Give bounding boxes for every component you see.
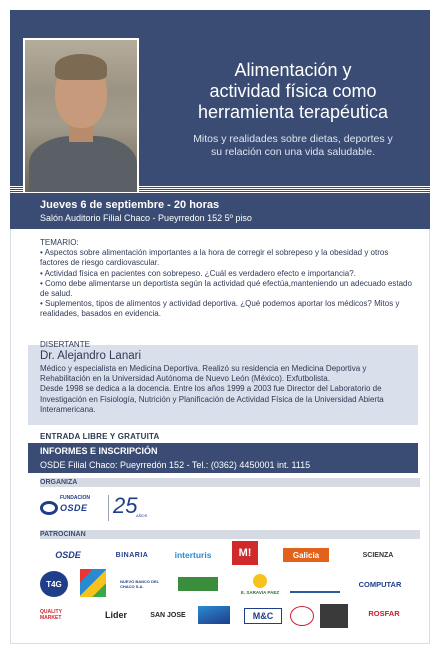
event-venue: Salón Auditorio Filial Chaco - Pueyrredon 152 5º piso: [40, 213, 252, 223]
logo-divider: [108, 495, 109, 521]
speaker-bio-paragraph: Médico y especialista en Medicina Deportiva. Realizó su residencia en Medicina Deportiva y Rehabilitación en la Universidad Autónoma de Nuevo León (México). Exfutbolista.: [40, 364, 367, 384]
sponsor-label: QUALITY MARKET: [40, 609, 62, 621]
sponsor-label: M&C: [252, 611, 274, 621]
sponsor-round-logo: [290, 606, 314, 626]
speaker-bio: [40, 364, 412, 415]
osde-logo: [40, 495, 100, 517]
sponsor-label: Galicia: [292, 550, 320, 560]
event-title: [168, 60, 418, 123]
sponsor-m: [232, 541, 258, 565]
sponsor-dark-logo: [320, 604, 348, 628]
title-line-3: herramienta terapéutica: [197, 102, 389, 122]
sponsor-binaria: [104, 548, 160, 562]
sponsor-label: NUEVO BANCO DEL CHACO S.A.: [120, 579, 160, 589]
saravia-emblem-icon: [253, 574, 267, 588]
organiza-label: ORGANIZA: [40, 479, 78, 486]
sponsor-label: Lider: [104, 610, 127, 620]
fundacion-text: FUNDACION: [60, 495, 90, 501]
osde-ring-icon: [40, 501, 58, 515]
patrocinan-label: PATROCINAN: [40, 531, 86, 538]
sponsor-san-jose: [146, 609, 190, 621]
sponsor-interturis: [166, 548, 220, 562]
sponsor-label: COMPUTAR: [358, 579, 402, 589]
subtitle-line-2: su relación con una vida saludable.: [210, 146, 376, 158]
sponsor-label: SCIENZA: [362, 551, 394, 559]
sponsor-colorful-logo: [80, 569, 106, 597]
temario-section: [40, 238, 412, 320]
sponsor-galicia: [283, 548, 329, 562]
sponsor-label: interturis: [174, 550, 212, 560]
sponsor-green-logo: [178, 577, 218, 591]
informes-title: INFORMES E INSCRIPCIÓN: [40, 446, 158, 456]
title-line-2: actividad física como: [209, 81, 377, 101]
sponsor-mc: [244, 608, 282, 624]
speaker-photo: [23, 38, 139, 194]
speaker-name: Dr. Alejandro Lanari: [40, 350, 142, 362]
temario-item: • Suplementos, tipos de alimentos y actividad deportiva. ¿Qué podemos aportar los médicos? Mitos y realidades, basados en evidencia.: [40, 299, 400, 319]
event-date: Jueves 6 de septiembre - 20 horas: [40, 199, 220, 211]
sponsor-osde: [40, 548, 96, 562]
sponsor-saravia-paez: [236, 572, 284, 596]
speaker-bio-paragraph: Desde 1998 se dedica a la docencia. Entre los años 1999 a 2003 fue Director del Laboratorio de Investigación en Fisiología, Nutrición y Planificación de Actividad Física de la Universidad Abierta Interamericana.: [40, 384, 384, 414]
temario-item: • Como debe alimentarse un deportista según la actividad qué efectúa,manteniendo un adecuado estado de salud.: [40, 278, 412, 299]
sponsor-quality-market: [40, 608, 84, 622]
sponsor-label: E. SARAVIA PAEZ: [240, 589, 280, 595]
sponsor-label: T4G: [46, 579, 62, 589]
sponsor-lider: [94, 607, 138, 623]
sponsor-computar: [350, 578, 410, 590]
sponsor-t4g: [40, 571, 68, 597]
photo-hair: [55, 54, 107, 80]
informes-contact: OSDE Filial Chaco: Pueyrredón 152 - Tel.: (0362) 4450001 int. 1115: [40, 460, 311, 470]
sponsor-racing-logo: [290, 577, 340, 593]
sponsor-label: BINARIA: [115, 551, 149, 559]
photo-shirt: [29, 136, 137, 194]
organiza-bar: [40, 478, 420, 487]
osde-wordmark: OSDE: [60, 503, 88, 513]
subtitle-line-1: Mitos y realidades sobre dietas, deportes y: [193, 133, 393, 145]
sponsor-blue-logo: [198, 606, 230, 624]
anniversary-number: 25: [113, 493, 138, 518]
temario-label: TEMARIO:: [40, 238, 79, 247]
anniversary-anos: AÑOS: [136, 513, 148, 518]
entrada-libre: ENTRADA LIBRE Y GRATUITA: [40, 432, 160, 441]
sponsor-label: OSDE: [55, 550, 81, 560]
event-subtitle: [168, 133, 418, 159]
title-line-1: Alimentación y: [234, 60, 352, 80]
sponsor-nuevo-banco: [120, 576, 166, 592]
temario-item: • Actividad física en pacientes con sobrepeso. ¿Cuál es verdadero efecto e importancia?.: [40, 268, 356, 278]
disertante-label: DISERTANTE: [40, 340, 90, 349]
fundacion-osde-logo: [40, 495, 155, 521]
sponsor-label: M!: [238, 547, 252, 559]
sponsor-rosfar: [358, 606, 410, 620]
patrocinan-bar: [40, 530, 420, 539]
temario-item: • Aspectos sobre alimentación importantes a la hora de corregir el sobrepeso y la obesidad y otros factores de riesgo cardiovascular.: [40, 248, 389, 268]
sponsor-label: ROSFAR: [368, 608, 400, 618]
sponsor-label: SAN JOSE: [150, 611, 186, 619]
sponsor-scienza: [352, 548, 404, 562]
